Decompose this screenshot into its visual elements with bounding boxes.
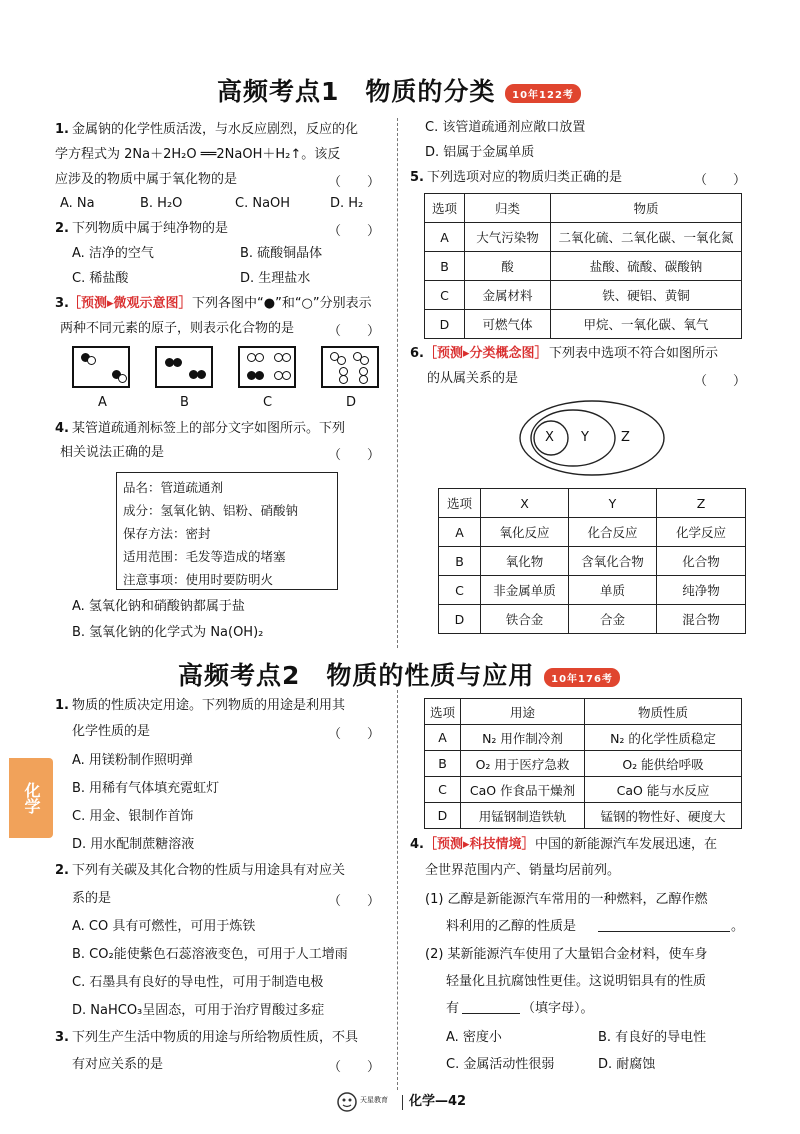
footer-logo-text: 天星教育 bbox=[360, 1096, 388, 1104]
option[interactable]: A. 洁净的空气 bbox=[72, 246, 154, 261]
option[interactable]: C. 稀盐酸 bbox=[72, 271, 129, 286]
prediction-tag: ［预测▸分类概念图］ bbox=[424, 346, 548, 361]
option[interactable]: B. 硫酸铜晶体 bbox=[240, 246, 323, 261]
answer-blank-1[interactable] bbox=[598, 931, 730, 932]
hollow-atom-icon bbox=[255, 353, 264, 362]
venn-z-label: Z bbox=[621, 430, 630, 445]
page-number: 化学—42 bbox=[409, 1094, 467, 1109]
hollow-atom-icon bbox=[360, 356, 369, 365]
option[interactable]: A. 氢氧化钠和硝酸钠都属于盐 bbox=[72, 599, 245, 614]
option[interactable]: C. 石墨具有良好的导电性，可用于制造电极 bbox=[72, 975, 324, 990]
answer-paren[interactable]: （ ） bbox=[694, 374, 747, 389]
option[interactable]: C. 金属活动性很弱 bbox=[446, 1057, 555, 1072]
section-badge-1: 10年122考 bbox=[505, 84, 581, 103]
option[interactable]: D. 铝属于金属单质 bbox=[425, 145, 535, 160]
venn-x-label: X bbox=[545, 430, 554, 445]
hollow-atom-icon bbox=[282, 371, 291, 380]
hollow-atom-icon bbox=[282, 353, 291, 362]
diagram-a[interactable] bbox=[72, 346, 130, 388]
product-label: 品名：管道疏通剂 成分：氢氧化钠、铝粉、硝酸钠 保存方法：密封 适用范围：毛发等造成的堵塞 注意事项：使用时要防明火 bbox=[116, 472, 338, 590]
section-title-1: 高频考点1 物质的分类 10年122考 bbox=[217, 72, 581, 108]
diagram-b[interactable] bbox=[155, 346, 213, 388]
subject-side-tab: 化学 bbox=[9, 758, 53, 838]
answer-paren[interactable]: （ ） bbox=[328, 324, 381, 339]
answer-paren[interactable]: （ ） bbox=[328, 1060, 381, 1075]
filled-atom-icon bbox=[173, 358, 182, 367]
hollow-atom-icon bbox=[118, 374, 127, 383]
usage-property-table: 选项 用途 物质性质 A N₂ 用作制冷剂 N₂ 的化学性质稳定 B O₂ 用于医疗急救 O₂ 能供给呼吸 C CaO 作食品干燥剂 CaO 能与水反应 D 用锰钢制造铁轨 锰钢的物性好、硬度大 bbox=[424, 698, 742, 829]
prediction-tag: ［预测▸微观示意图］ bbox=[68, 296, 192, 311]
option[interactable]: B. 用稀有气体填充霓虹灯 bbox=[72, 781, 220, 796]
section-title-2: 高频考点2 物质的性质与应用 10年176考 bbox=[178, 656, 620, 692]
option[interactable]: C. 用金、银制作首饰 bbox=[72, 809, 194, 824]
option[interactable]: D. 耐腐蚀 bbox=[598, 1057, 656, 1072]
option[interactable]: B. 有良好的导电性 bbox=[598, 1030, 707, 1045]
diagram-c[interactable] bbox=[238, 346, 296, 388]
answer-paren[interactable]: （ ） bbox=[328, 175, 381, 190]
answer-paren[interactable]: （ ） bbox=[328, 727, 381, 742]
column-divider bbox=[397, 118, 398, 648]
option[interactable]: D. H₂ bbox=[330, 196, 364, 211]
hollow-atom-icon bbox=[87, 356, 96, 365]
filled-atom-icon bbox=[255, 371, 264, 380]
option[interactable]: D. NaHCO₃呈固态，可用于治疗胃酸过多症 bbox=[72, 1003, 325, 1018]
option[interactable]: C. NaOH bbox=[235, 196, 291, 211]
option[interactable]: C. 该管道疏通剂应敞口放置 bbox=[425, 120, 586, 135]
answer-blank-2[interactable] bbox=[462, 1013, 520, 1014]
filled-atom-icon bbox=[197, 370, 206, 379]
option[interactable]: B. 氢氧化钠的化学式为 Na(OH)₂ bbox=[72, 625, 264, 640]
prediction-tag: ［预测▸科技情境］ bbox=[424, 837, 535, 852]
relation-table: 选项 X Y Z A 氧化反应 化合反应 化学反应 B 氧化物 含氧化合物 化合物 C 非金属单质 单质 纯净物 D 铁合金 合金 混合物 bbox=[438, 488, 746, 634]
hollow-atom-icon bbox=[359, 375, 368, 384]
mascot-logo-icon bbox=[336, 1091, 358, 1113]
diagram-d[interactable] bbox=[321, 346, 379, 388]
option[interactable]: D. 用水配制蔗糖溶液 bbox=[72, 837, 195, 852]
section-badge-2: 10年176考 bbox=[544, 668, 620, 687]
option[interactable]: B. CO₂能使紫色石蕊溶液变色，可用于人工增雨 bbox=[72, 947, 348, 962]
venn-diagram bbox=[518, 398, 666, 478]
option[interactable]: A. Na bbox=[60, 196, 95, 211]
answer-paren[interactable]: （ ） bbox=[694, 173, 747, 188]
option[interactable]: A. CO 具有可燃性，可用于炼铁 bbox=[72, 919, 256, 934]
hollow-atom-icon bbox=[339, 375, 348, 384]
option[interactable]: B. H₂O bbox=[140, 196, 183, 211]
hollow-atom-icon bbox=[337, 356, 346, 365]
answer-paren[interactable]: （ ） bbox=[328, 448, 381, 463]
answer-paren[interactable]: （ ） bbox=[328, 894, 381, 909]
option[interactable]: A. 密度小 bbox=[446, 1030, 502, 1045]
venn-y-label: Y bbox=[581, 430, 589, 445]
classification-table: 选项 归类 物质 A 大气污染物 二氧化硫、二氧化碳、一氧化氮 B 酸 盐酸、硫酸、碳酸钠 C 金属材料 铁、硬铝、黄铜 D 可燃气体 甲烷、一氧化碳、氧气 bbox=[424, 193, 742, 339]
column-divider bbox=[397, 690, 398, 1090]
answer-paren[interactable]: （ ） bbox=[328, 224, 381, 239]
option[interactable]: A. 用镁粉制作照明弹 bbox=[72, 753, 193, 768]
option[interactable]: D. 生理盐水 bbox=[240, 271, 311, 286]
footer-separator bbox=[402, 1095, 403, 1110]
